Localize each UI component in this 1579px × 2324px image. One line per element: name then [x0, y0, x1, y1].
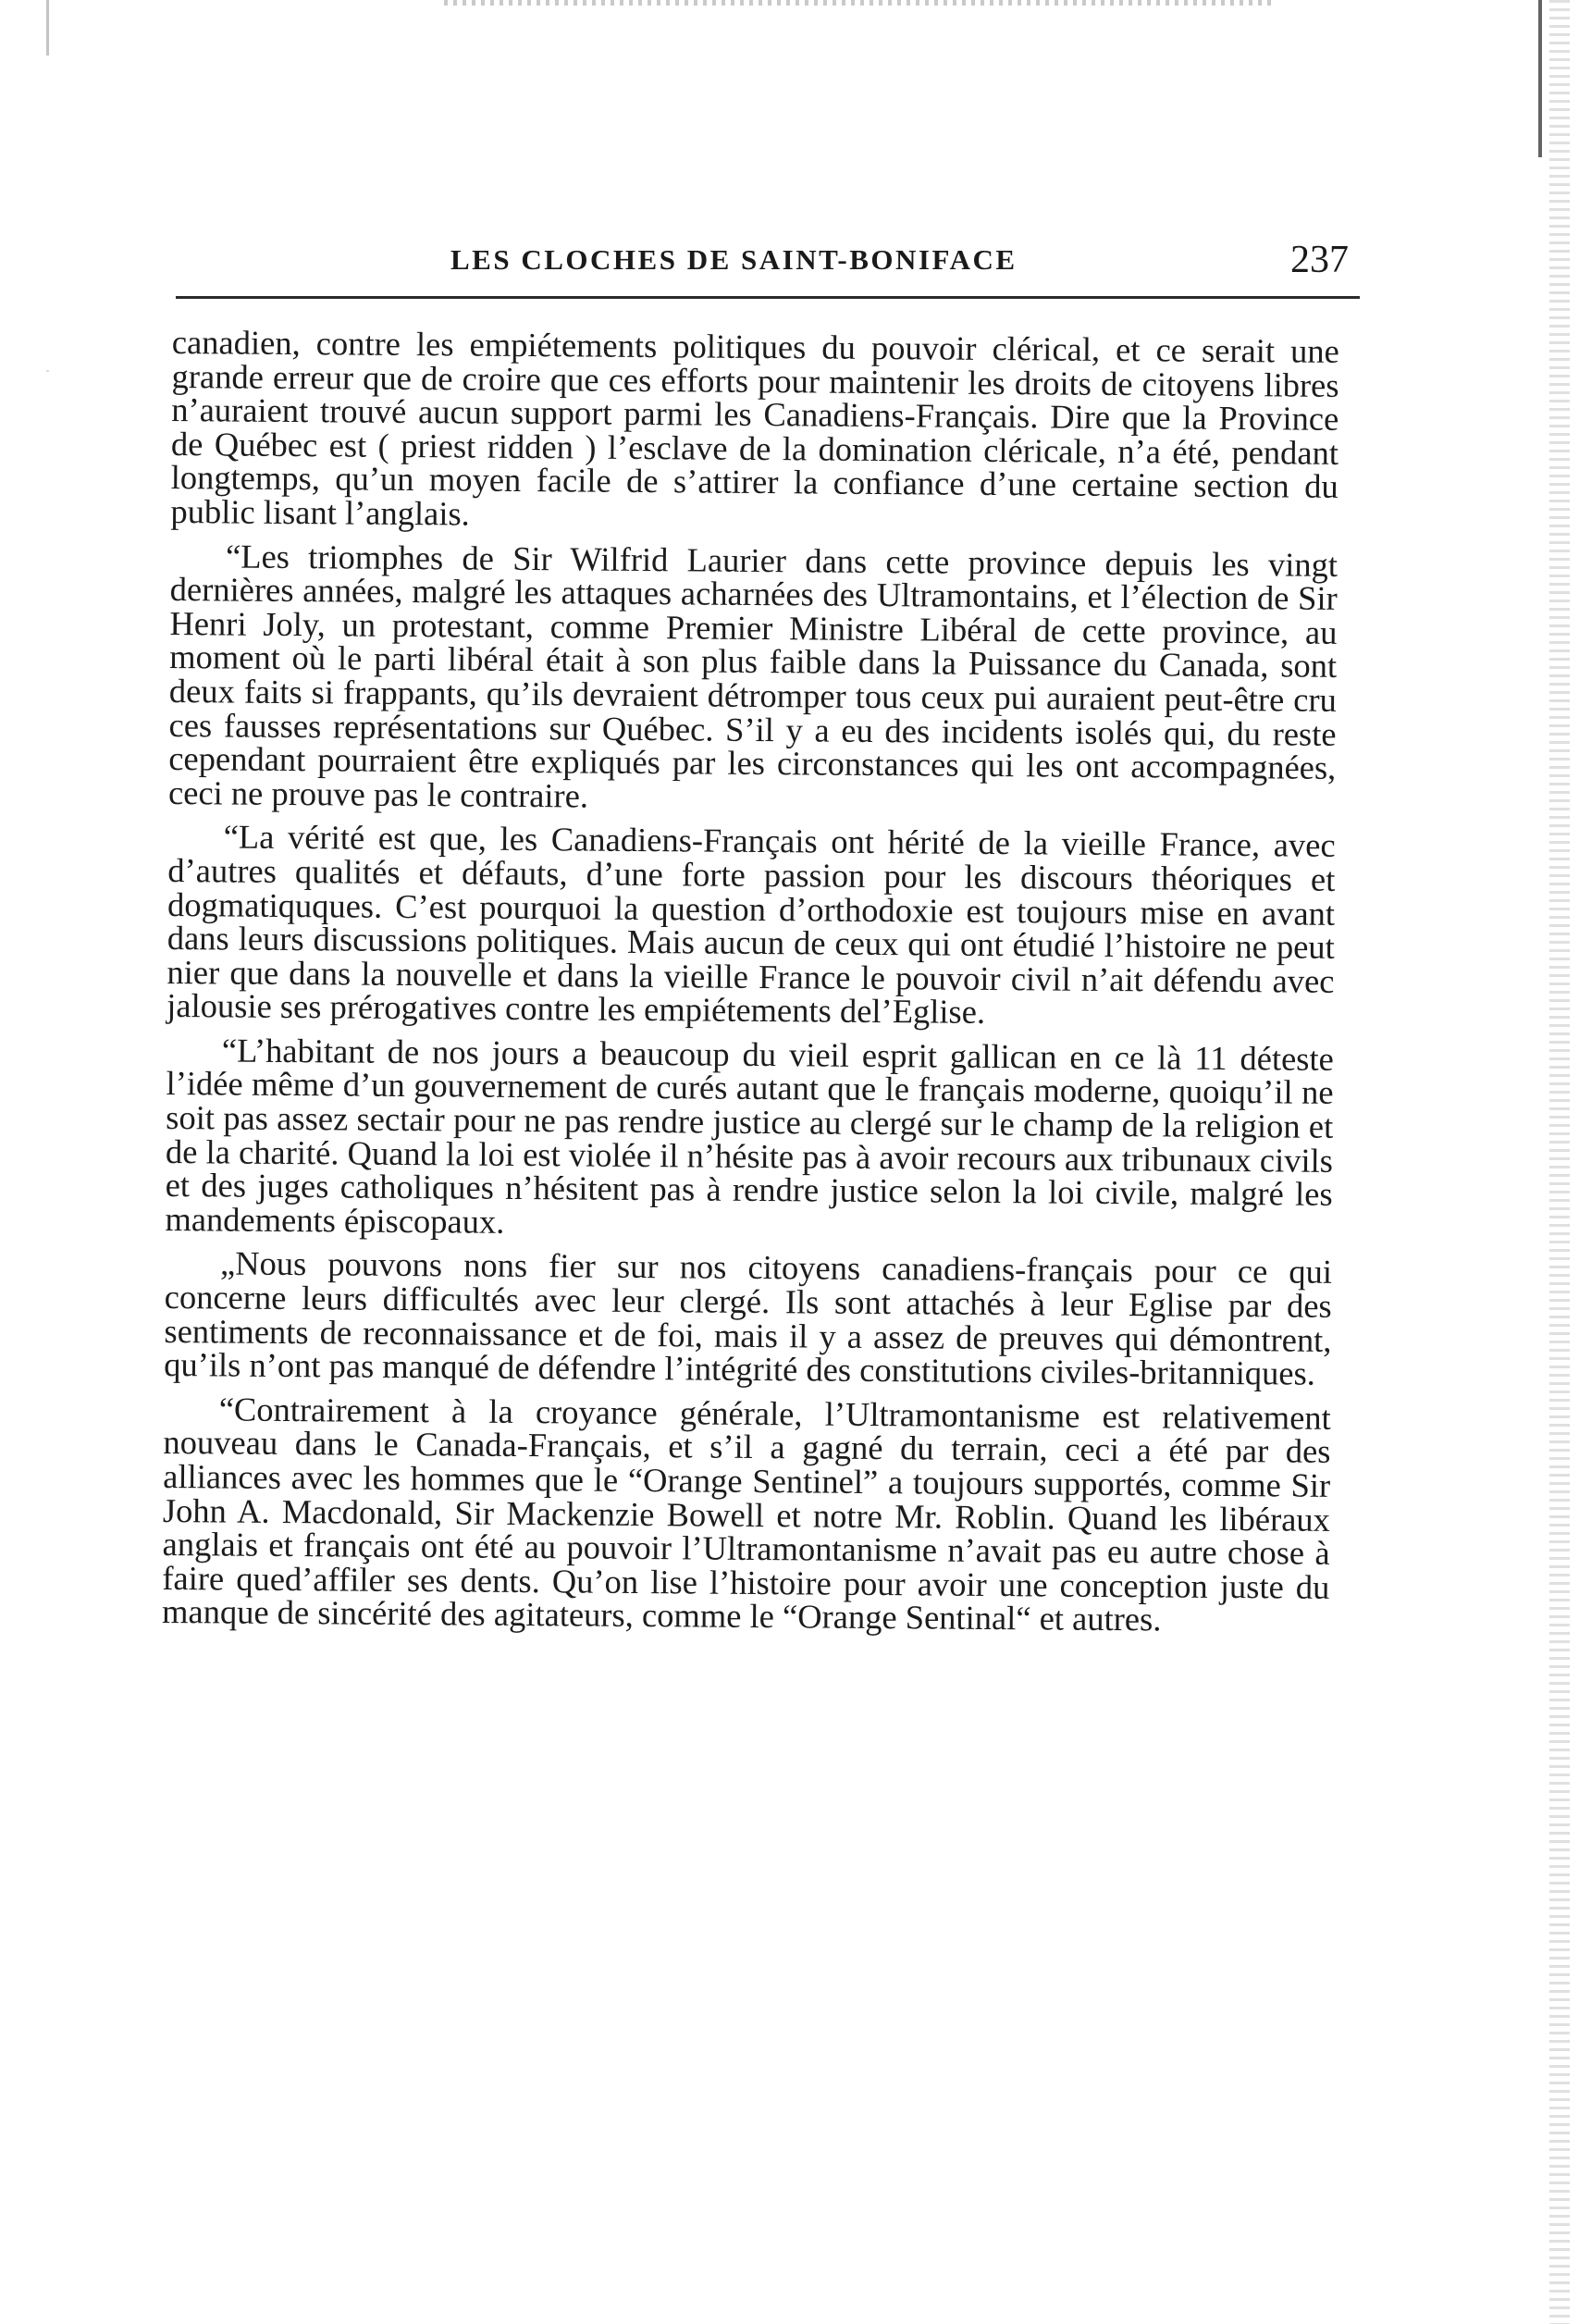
paragraph: „Nous pouvons nons fier sur nos citoyens canadiens-français pour ce qui concerne leurs difficultés avec leur clergé. Ils sont attachés à leur Eglise par des sentiments de reconnaissance et de foi, mais il y a assez de preuves qui démontrent, qu’ils n’ont pas manqué de défendre l’intégrité des constitutions civiles-britanniques. — [164, 1243, 1333, 1392]
page-header — [167, 236, 1360, 282]
scan-right-edge-mark — [1538, 0, 1542, 157]
paragraph: canadien, contre les empiétements politiques du pouvoir clérical, et ce serait une grande erreur que de croire que ces efforts pour maintenir les droits de citoyens libres n’auraient trouvé aucun support parmi les Canadiens-Français. Dire que la Province de Québec est ( priest ridden ) l’esclave de la domination cléricale, n’a été, pendant longtemps, qu’un moyen facile de s’attirer la confiance d’une certaine section du public lisant l’anglais. — [170, 323, 1339, 533]
paragraph: “La vérité est que, les Canadiens-Français ont hérité de la vieille France, avec d’autres qualités et défauts, d’une forte passion pour les discours théoriques et dogmatiquques. C’est pourquoi la question d’orthodoxie est toujours mise en avant dans leurs discussions politiques. Mais aucun de ceux qui ont étudié l’histoire ne peut nier que dans la nouvelle et dans la vieille France le pouvoir civil n’ait défendu avec jalousie ses prérogatives contre les empiétements del’Eglise. — [167, 817, 1336, 1032]
running-title: LES CLOCHES DE SAINT-BONIFACE — [450, 243, 1018, 276]
scan-left-edge — [46, 0, 49, 2324]
paragraph: “L’habitant de nos jours a beaucoup du vieil esprit gallican en ce là 11 déteste l’idée même d’un gouvernement de curés autant que le français moderne, quoiqu’il ne soit pas assez sectair pour ne pas rendre justice au clergé sur le champ de la religion et de la charité. Quand la loi est violée il n’hésite pas à avoir recours aux tribunaux civils et des juges catholiques n’hésitent pas à rendre justice selon la loi civile, malgré les mandements épiscopaux. — [165, 1031, 1334, 1241]
paragraph: “Les triomphes de Sir Wilfrid Laurier dans cette province depuis les vingt dernières années, malgré les attaques acharnées des Ultramontains, et l’élection de Sir Henri Joly, un protestant, comme Premier Ministre Libéral de cette province, au moment où le parti libéral était à son plus faible dans la Puissance du Canada, sont deux faits si frappants, qu’ils devraient détromper tous ceux pui auraient peut-être cru ces fausses représentations sur Québec. S’il y a eu des incidents isolés qui, du reste cependant pourraient être expliqués par les circonstances qui les ont accompagnées, ceci ne prouve pas le contraire. — [167, 537, 1338, 815]
paragraph: “Contrairement à la croyance générale, l’Ultramontanisme est relativement nouveau dans le Canada-Français, et s’il a gagné du terrain, ceci a été par des alliances avec les hommes que le “Orange Sentinel” a toujours supportés, comme Sir John A. Macdonald, Sir Mackenzie Bowell et notre Mr. Roblin. Quand les libéraux anglais et français ont été au pouvoir l’Ultramontanisme n’avait pas eu autre chose à faire qued’affiler ses dents. Qu’on lise l’histoire pour avoir une conception juste du manque de sincérité des agitateurs, comme le “Orange Sentinal“ et autres. — [161, 1390, 1331, 1638]
scan-right-edge — [1549, 0, 1570, 2324]
header-rule — [176, 296, 1360, 299]
body-text — [161, 323, 1339, 1649]
page-number: 237 — [1290, 239, 1349, 281]
scan-top-edge — [444, 0, 1277, 6]
